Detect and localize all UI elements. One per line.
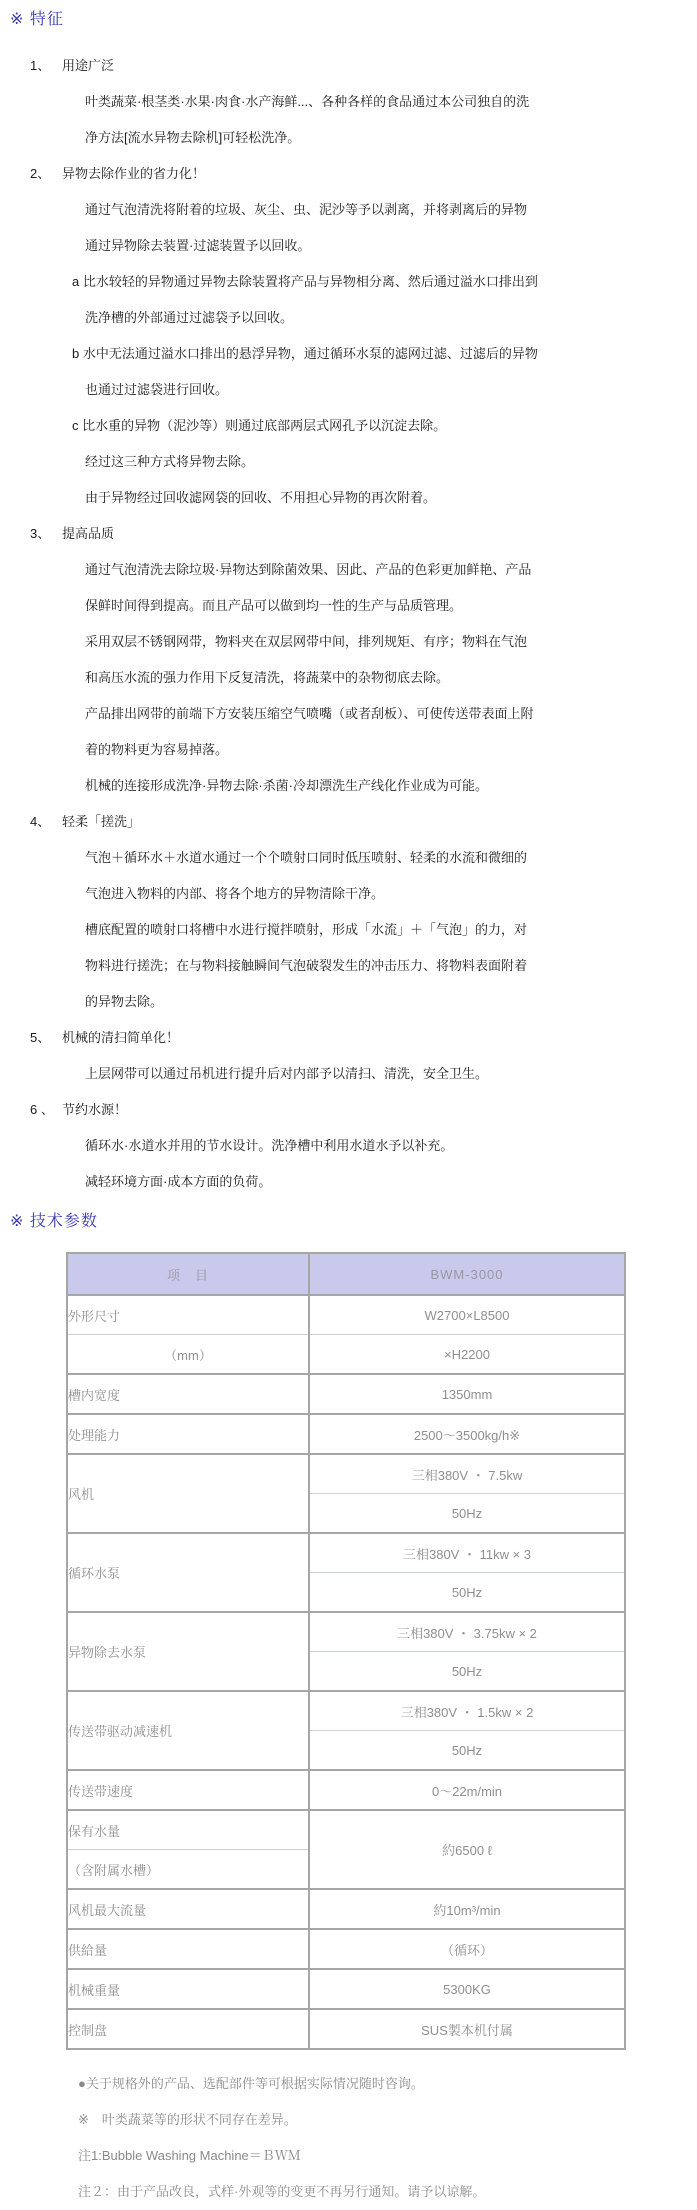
spec-value: 約10m³/min	[309, 1889, 625, 1929]
feature-item-6	[30, 1092, 697, 1128]
spec-value: 5300KG	[309, 1969, 625, 2009]
spec-label: 槽内宽度	[67, 1374, 309, 1414]
feature-item-title: 节约水源！	[62, 1102, 128, 1117]
spec-value: ×H2200	[309, 1335, 625, 1375]
table-row-blower	[67, 1454, 625, 1494]
feature-paragraph: 通过气泡清洗将附着的垃圾、灰尘、虫、泥沙等予以剥离，并将剥离后的异物通过异物除去装置·过滤装置予以回收。	[85, 202, 528, 253]
feature-paragraph: 采用双层不锈钢网带，物料夹在双层网带中间，排列规矩、有序；物料在气泡和高压水流的强力作用下反复清洗，将蔬菜中的杂物彻底去除。	[85, 634, 528, 685]
spec-value: 三相380V ・ 3.75kw × 2	[309, 1612, 625, 1652]
feature-paragraph: 槽底配置的喷射口将槽中水进行搅拌喷射，形成「水流」＋「气泡」的力，对物料进行搓洗；在与物料接触瞬间气泡破裂发生的冲击压力、将物料表面附着的异物去除。	[85, 922, 528, 1009]
feature-subitem-a	[72, 264, 547, 336]
spec-label: 循环水泵	[67, 1533, 309, 1612]
subitem-marker: a	[72, 274, 80, 289]
specs-table-header-row	[67, 1253, 625, 1295]
feature-item-number: 1、	[30, 58, 51, 73]
feature-subitem-b	[72, 336, 547, 408]
spec-value: 三相380V ・ 11kw × 3	[309, 1533, 625, 1573]
spec-label: 保有水量	[67, 1810, 309, 1850]
feature-paragraph: 由于异物经过回收滤网袋的回收、不用担心异物的再次附着。	[85, 490, 437, 505]
feature-paragraph: 机械的连接形成洗净·异物去除·杀菌·冷却漂洗生产线化作业成为可能。	[85, 778, 488, 793]
table-row-conveyor-reducer	[67, 1691, 625, 1731]
feature-item-title: 轻柔「搓洗」	[62, 814, 141, 829]
header-cell-model: BWM-3000	[309, 1253, 625, 1295]
table-row-water-volume	[67, 1810, 625, 1850]
feature-paragraph: 循环水·水道水并用的节水设计。洗净槽中利用水道水予以补充。	[85, 1138, 454, 1153]
feature-paragraph: 气泡＋循环水＋水道水通过一个个喷射口同时低压喷射、轻柔的水流和微细的气泡进入物料的内部、将各个地方的异物清除干净。	[85, 850, 528, 901]
spec-label: 传送带驱动减速机	[67, 1691, 309, 1770]
feature-item-title: 机械的清扫简单化！	[62, 1030, 180, 1045]
spec-value: W2700×L8500	[309, 1295, 625, 1335]
footnote-bullet: ●关于规格外的产品、选配部件等可根据实际情况随时咨询。	[78, 2076, 424, 2091]
spec-label: （含附属水槽）	[67, 1850, 309, 1890]
table-row-control-panel	[67, 2009, 625, 2049]
spec-label: 外形尺寸	[67, 1295, 309, 1335]
feature-paragraph: 产品排出网带的前端下方安装压缩空气喷嘴（或者刮板）、可使传送带表面上附着的物料更为容易掉落。	[85, 706, 534, 757]
spec-value: 0～22m/min	[309, 1770, 625, 1810]
spec-value: 三相380V ・ 1.5kw × 2	[309, 1691, 625, 1731]
spec-value: 2500～3500kg/h※	[309, 1414, 625, 1454]
feature-item-number: 2、	[30, 166, 51, 181]
spec-label: 异物除去水泵	[67, 1612, 309, 1691]
feature-paragraph: 上层网带可以通过吊机进行提升后对内部予以清扫、清洗，安全卫生。	[85, 1066, 489, 1081]
footnote-1: 注1:Bubble Washing Machine＝ＢＷＭ	[78, 2148, 301, 2163]
feature-item-1	[30, 48, 697, 84]
spec-value: （循环）	[309, 1929, 625, 1969]
feature-item-number: 4、	[30, 814, 51, 829]
spec-label: 机械重量	[67, 1969, 309, 2009]
spec-value: 1350mm	[309, 1374, 625, 1414]
table-row-tank-width	[67, 1374, 625, 1414]
features-section	[0, 48, 697, 1200]
feature-item-number: 3、	[30, 526, 51, 541]
spec-value: 50Hz	[309, 1731, 625, 1771]
feature-item-number: 5、	[30, 1030, 51, 1045]
feature-item-2	[30, 156, 697, 192]
subitem-text: 比水较轻的异物通过异物去除装置将产品与异物相分离、然后通过溢水口排出到洗净槽的外部通过过滤袋予以回收。	[82, 274, 538, 325]
specs-heading: ※ 技术参数	[10, 1213, 98, 1230]
subitem-marker: b	[72, 346, 80, 361]
feature-paragraph: 叶类蔬菜·根茎类·水果·肉食·水产海鲜...、各种各样的食品通过本公司独自的洗净方法[流水异物去除机]可轻松洗净。	[85, 94, 530, 145]
spec-label: 控制盘	[67, 2009, 309, 2049]
table-row-dimensions-unit	[67, 1335, 625, 1375]
spec-label: 处理能力	[67, 1414, 309, 1454]
spec-value: SUS製本机付属	[309, 2009, 625, 2049]
subitem-marker: c	[72, 418, 79, 433]
spec-value: 50Hz	[309, 1494, 625, 1534]
table-row-removal-pump	[67, 1612, 625, 1652]
footnote-asterisk: ※ 叶类蔬菜等的形状不同存在差异。	[78, 2112, 297, 2127]
features-heading: ※ 特征	[10, 11, 64, 28]
specs-table	[66, 1252, 626, 2050]
spec-value: 50Hz	[309, 1573, 625, 1613]
table-row-supply	[67, 1929, 625, 1969]
feature-paragraph: 减轻环境方面·成本方面的负荷。	[85, 1174, 272, 1189]
feature-item-number: 6 、	[30, 1102, 54, 1117]
feature-item-title: 提高品质	[62, 526, 115, 541]
feature-subitem-c	[72, 408, 547, 444]
spec-label: （mm）	[67, 1335, 309, 1375]
table-row-circulating-pump	[67, 1533, 625, 1573]
spec-value: 三相380V ・ 7.5kw	[309, 1454, 625, 1494]
spec-label: 风机	[67, 1454, 309, 1533]
spec-value: 50Hz	[309, 1652, 625, 1692]
feature-item-title: 用途广泛	[62, 58, 115, 73]
subitem-text: 比水重的异物（泥沙等）则通过底部两层式网孔予以沉淀去除。	[82, 418, 447, 433]
table-row-capacity	[67, 1414, 625, 1454]
spec-label: 传送带速度	[67, 1770, 309, 1810]
footnote-2: 注２：由于产品改良，式样·外观等的变更不再另行通知。请予以谅解。	[78, 2184, 486, 2199]
feature-item-title: 异物去除作业的省力化！	[62, 166, 206, 181]
feature-item-5	[30, 1020, 697, 1056]
feature-paragraph: 通过气泡清洗去除垃圾·异物达到除菌效果、因此、产品的色彩更加鲜艳、产品保鲜时间得到提高。而且产品可以做到均一性的生产与品质管理。	[85, 562, 532, 613]
table-row-weight	[67, 1969, 625, 2009]
spec-value: 約6500 ℓ	[309, 1810, 625, 1889]
table-row-conveyor-speed	[67, 1770, 625, 1810]
feature-item-3	[30, 516, 697, 552]
feature-item-4	[30, 804, 697, 840]
feature-paragraph: 经过这三种方式将异物去除。	[85, 454, 255, 469]
table-row-dimensions	[67, 1295, 625, 1335]
spec-label: 供給量	[67, 1929, 309, 1969]
subitem-text: 水中无法通过溢水口排出的悬浮异物，通过循环水泵的滤网过滤、过滤后的异物也通过过滤袋进行回收。	[82, 346, 538, 397]
table-row-blower-max-flow	[67, 1889, 625, 1929]
spec-label: 风机最大流量	[67, 1889, 309, 1929]
header-cell-item: 项 目	[67, 1253, 309, 1295]
footnotes	[78, 2066, 697, 2210]
